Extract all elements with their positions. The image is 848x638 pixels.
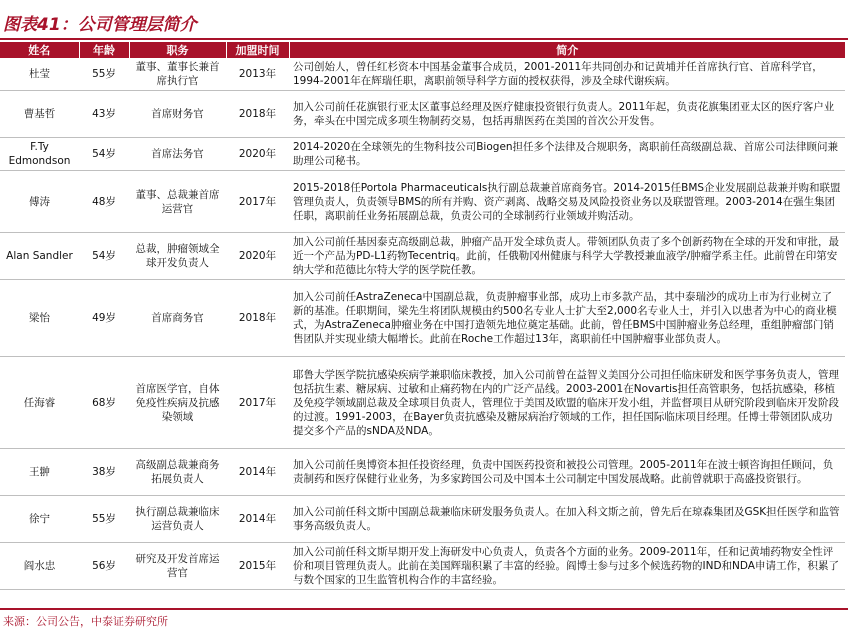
table-row <box>0 171 845 233</box>
cell-intro: 加入公司前任科文斯中国副总裁兼临床研发服务负责人。在加入科文斯之前，曾先后在琼森集团及GSK担任医学和监管事务高级负责人。 <box>289 496 845 543</box>
table-row <box>0 449 845 496</box>
cell-age: 55岁 <box>79 58 129 91</box>
cell-joined: 2018年 <box>226 280 289 357</box>
cell-age: 38岁 <box>79 449 129 496</box>
header-intro: 简介 <box>289 42 845 58</box>
cell-name: F.Ty Edmondson <box>0 138 79 171</box>
cell-intro: 2014-2020在全球领先的生物科技公司Biogen担任多个法律及合规职务，离职前任高级副总裁、首席公司法律顾问兼助理公司秘书。 <box>289 138 845 171</box>
cell-position: 执行副总裁兼临床运营负责人 <box>129 496 226 543</box>
table-row <box>0 496 845 543</box>
table-header-row <box>0 42 845 58</box>
cell-name: 曹基哲 <box>0 91 79 138</box>
cell-position: 首席法务官 <box>129 138 226 171</box>
cell-position: 首席商务官 <box>129 280 226 357</box>
cell-age: 56岁 <box>79 543 129 590</box>
cell-intro: 加入公司前任奥博资本担任投资经理，负责中国医药投资和被投公司管理。2005-2011年在波士顿咨询担任顾问，负责制药和医疗保健行业业务，为多家跨国公司及中国本土公司制定中国发展战略。此前曾就职于高盛投资银行。 <box>289 449 845 496</box>
cell-age: 54岁 <box>79 233 129 280</box>
cell-intro: 加入公司前任科文斯早期开发上海研发中心负责人，负责各个方面的业务。2009-2011年，任和记黄埔药物安全性评价和项目管理负责人。此前在美国辉瑞积累了丰富的经验。阎博士参与过多个候选药物的IND和NDA申请工作，积累了与数个国家的卫生监管机构合作的丰富经验。 <box>289 543 845 590</box>
cell-name: 杜莹 <box>0 58 79 91</box>
source-note: 来源：公司公告，中泰证券研究所 <box>3 615 168 628</box>
table-row <box>0 543 845 590</box>
table-row <box>0 280 845 357</box>
table-row <box>0 58 845 91</box>
cell-intro: 公司创始人，曾任红杉资本中国基金董事合成员，2001-2011年共同创办和记黄埔并任首席执行官、首席科学官，1994-2001年在辉瑞任职，离职前领导科学方面的授权获得，涉及全球代谢疾病。 <box>289 58 845 91</box>
header-name: 姓名 <box>0 42 79 58</box>
cell-intro: 加入公司前任花旗银行亚太区董事总经理及医疗健康投资银行负责人。2011年起，负责花旗集团亚太区的医疗客户业务，牵头在中国完成多项生物制药交易，包括再鼎医药在美国的首次公开发售。 <box>289 91 845 138</box>
header-age: 年龄 <box>79 42 129 58</box>
cell-age: 68岁 <box>79 357 129 449</box>
table-row <box>0 138 845 171</box>
title-bar <box>0 0 848 40</box>
cell-intro: 2015-2018任Portola Pharmaceuticals执行副总裁兼首席商务官。2014-2015任BMS企业发展副总裁兼并购和联盟管理负责人，负责领导BMS的所有并购、资产剥离、战略交易及风险投资业务以及联盟管理。2003-2014在强生集团任职，离职前任业务拓展副总裁，负责公司的全球制药行业领域并购活动。 <box>289 171 845 233</box>
cell-age: 48岁 <box>79 171 129 233</box>
title-underline <box>0 38 848 40</box>
table-row <box>0 233 845 280</box>
management-table <box>0 42 845 590</box>
cell-name: 王翀 <box>0 449 79 496</box>
cell-position: 董事、总裁兼首席运营官 <box>129 171 226 233</box>
figure-title: 图表41：公司管理层简介 <box>3 15 197 35</box>
cell-age: 43岁 <box>79 91 129 138</box>
header-joined: 加盟时间 <box>226 42 289 58</box>
cell-intro: 加入公司前任基因泰克高级副总裁，肿瘤产品开发全球负责人。带领团队负责了多个创新药物在全球的开发和审批，最近一个产品为PD-L1药物Tecentriq。此前，任俄勒冈州健康与科学大学教授兼血液学/肿瘤学系主任。此前曾在印第安纳大学和范德比尔特大学的医学院任教。 <box>289 233 845 280</box>
cell-name: 任海睿 <box>0 357 79 449</box>
cell-name: Alan Sandler <box>0 233 79 280</box>
cell-joined: 2020年 <box>226 138 289 171</box>
table-row <box>0 91 845 138</box>
cell-joined: 2017年 <box>226 357 289 449</box>
cell-name: 梁怡 <box>0 280 79 357</box>
cell-joined: 2020年 <box>226 233 289 280</box>
cell-intro: 耶鲁大学医学院抗感染疾病学兼职临床教授，加入公司前曾在益智义美国分公司担任临床研发和医学事务负责人，管理包括抗生素、糖尿病、过敏和止痛药物在内的广泛产品线。2003-2001在Novartis担任高管职务，包括抗感染，移植及免疫学领域副总裁及全球项目负责人，管理位于美国及欧盟的临床开发小组，并监督项目从研究阶段到临床开发阶段的过渡。1991-2003，在Bayer负责抗感染及糖尿病治疗领域的工作，担任国际临床项目经理。任博士带领团队成功提交多个产品的sNDA及NDA。 <box>289 357 845 449</box>
cell-joined: 2013年 <box>226 58 289 91</box>
cell-position: 首席财务官 <box>129 91 226 138</box>
cell-position: 高级副总裁兼商务拓展负责人 <box>129 449 226 496</box>
cell-position: 研究及开发首席运营官 <box>129 543 226 590</box>
header-position: 职务 <box>129 42 226 58</box>
cell-joined: 2014年 <box>226 449 289 496</box>
footer-rule <box>0 608 848 610</box>
cell-name: 徐宁 <box>0 496 79 543</box>
cell-age: 54岁 <box>79 138 129 171</box>
cell-age: 49岁 <box>79 280 129 357</box>
cell-position: 总裁，肿瘤领域全球开发负责人 <box>129 233 226 280</box>
cell-position: 董事、董事长兼首席执行官 <box>129 58 226 91</box>
cell-name: 傅涛 <box>0 171 79 233</box>
table-row <box>0 357 845 449</box>
cell-joined: 2017年 <box>226 171 289 233</box>
cell-joined: 2018年 <box>226 91 289 138</box>
cell-position: 首席医学官，自体免疫性疾病及抗感染领域 <box>129 357 226 449</box>
cell-joined: 2015年 <box>226 543 289 590</box>
cell-name: 阎水忠 <box>0 543 79 590</box>
cell-intro: 加入公司前任AstraZeneca中国副总裁，负责肿瘤事业部，成功上市多款产品，其中泰瑞沙的成功上市为行业树立了新的基准。任职期间，梁先生将团队规模由约500名专业人士扩大至2,000名专业人士，并引入以患者为中心的商业模式，为AstraZeneca肿瘤业务在中国打造领先地位奠定基础。此前，曾任BMS中国肿瘤业务总经理，重组肿瘤部门销售团队并实现业绩大幅增长。此前在Roche工作超过13年，离职前任中国肿瘤事业部负责人。 <box>289 280 845 357</box>
cell-age: 55岁 <box>79 496 129 543</box>
cell-joined: 2014年 <box>226 496 289 543</box>
